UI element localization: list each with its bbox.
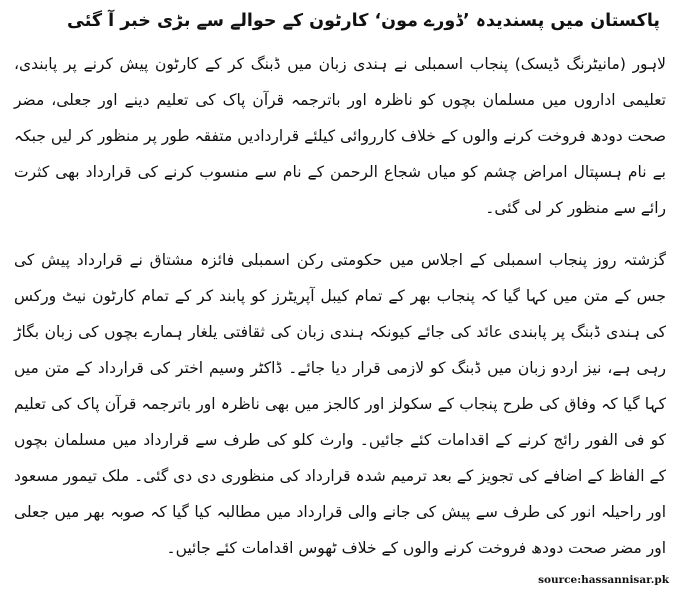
article-headline: پاکستان میں پسندیدہ ’ڈورے مون‘ کارٹون کے حوالے سے بڑی خبر آ گئی [67, 11, 660, 31]
article-paragraph-1: لاہور (مانیٹرنگ ڈیسک) پنجاب اسمبلی نے ہندی زبان میں ڈبنگ کر کے کارٹون پیش کرنے پر پابندی، تعلیمی اداروں میں مسلمان بچوں کو ناظرہ اور باترجمہ قرآن پاک کی تعلیم دینے اور جعلی، مضر صحت دودھ فروخت کرنے والوں کے خلاف کارروائی کیلئے قراردادیں متفقہ طور پر منظور کر لیں جبکہ بے نام ہسپتال امراض چشم کو میاں شجاع الرحمن کے نام سے منسوب کرنے کی قرارداد بھی کثرت رائے سے منظور کر لی گئی۔ [14, 55, 666, 217]
article [14, 6, 666, 582]
article-paragraph-2: گزشتہ روز پنجاب اسمبلی کے اجلاس میں حکومتی رکن اسمبلی فائزہ مشتاق نے قرارداد پیش کی جس کے متن میں کہا گیا کہ پنجاب بھر کے تمام کیبل آپریٹرز کو پابند کر کے تمام کارٹون نیٹ ورکس کی ہندی ڈبنگ پر پابندی عائد کی جائے کیونکہ ہندی زبان کی ثقافتی یلغار ہمارے بچوں کی زبان بگاڑ رہی ہے، نیز اردو زبان میں ڈبنگ کو لازمی قرار دیا جائے۔ ڈاکٹر وسیم اختر کی قرارداد کے متن میں کہا گیا کہ وفاق کی طرح پنجاب کے سکولز اور کالجز میں بھی ناظرہ اور باترجمہ قرآن پاک کی تعلیم کو فی الفور رائج کرنے کے اقدامات کئے جائیں۔ وارث کلو کی طرف سے قرارداد میں مسلمان بچوں کے الفاظ کے اضافے کی تجویز کے بعد ترمیم شدہ قرارداد کی منظوری دی دی گئی۔ ملک تیمور مسعود اور راحیلہ انور کی طرف سے پیش کی جانے والی قرارداد میں مطالبہ کیا گیا کہ صوبہ بھر میں جعلی اور مضر صحت دودھ فروخت کرنے والوں کے خلاف ٹھوس اقدامات کئے جائیں۔ [14, 251, 666, 557]
source-credit: source:hassannisar.pk [538, 574, 669, 586]
